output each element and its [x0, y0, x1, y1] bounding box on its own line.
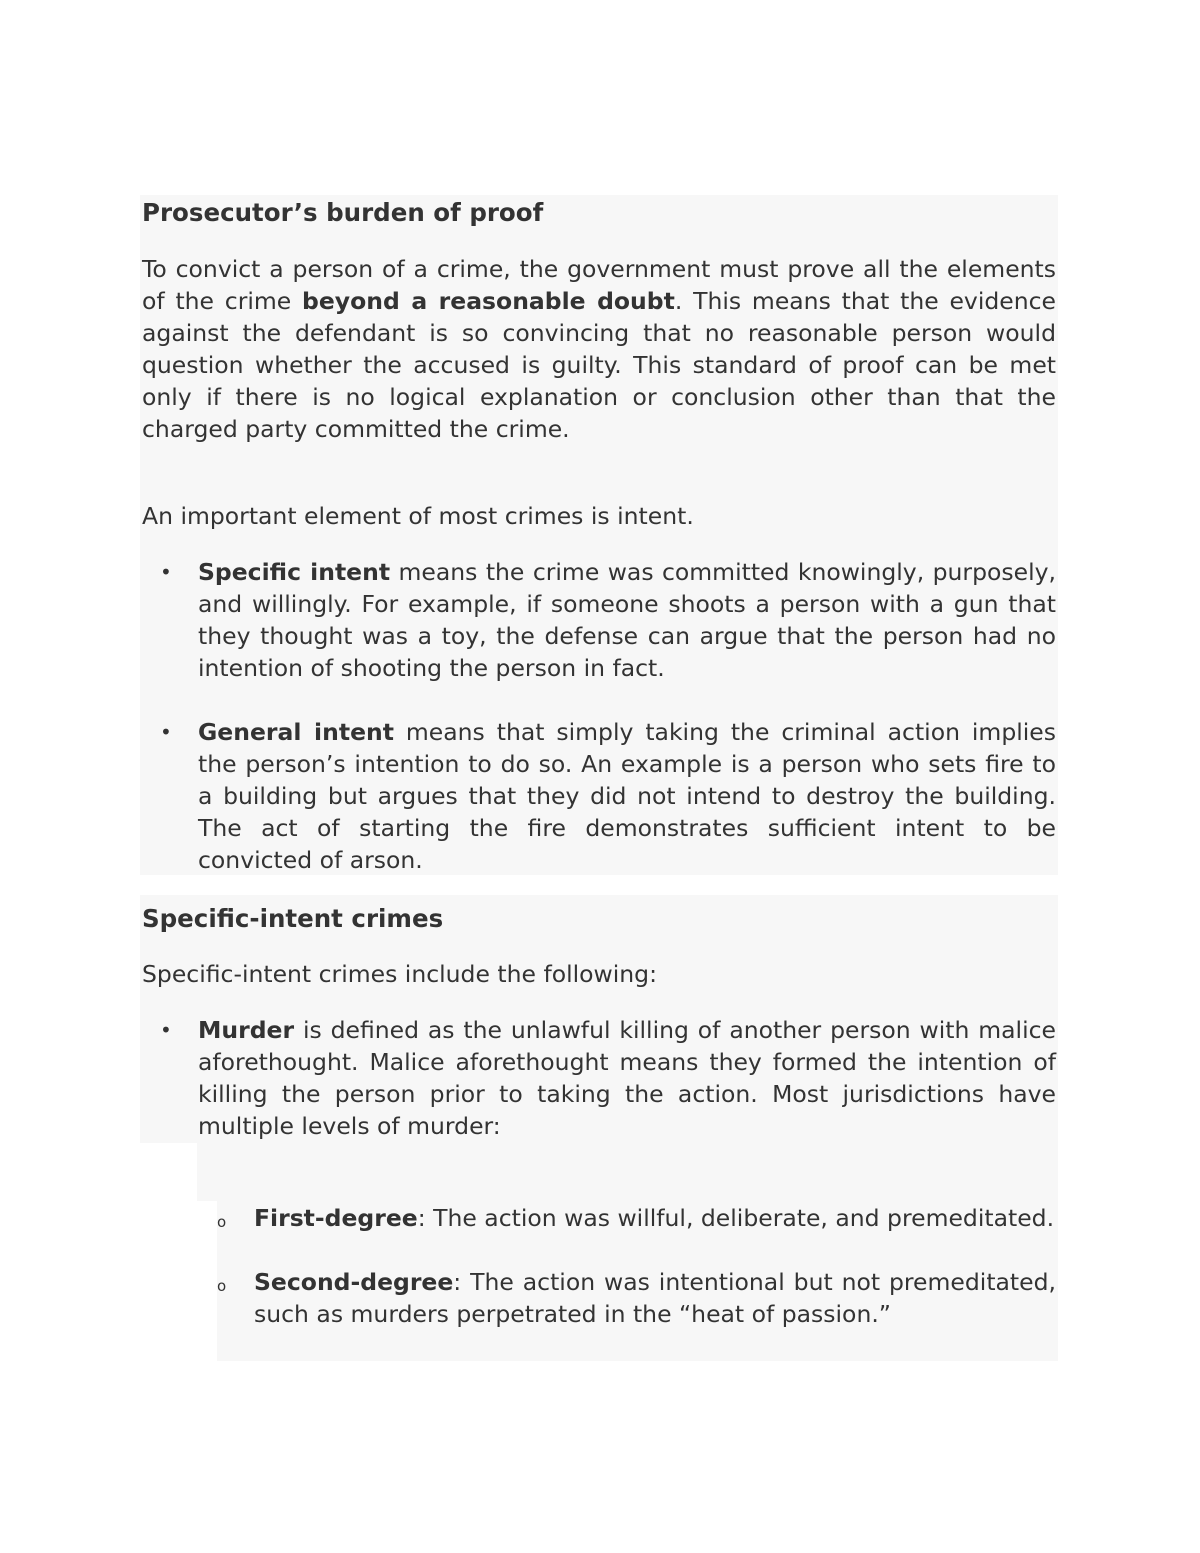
paragraph-intent: An important element of most crimes is intent.	[142, 502, 694, 530]
sub-list-item-first-degree	[254, 1202, 1056, 1234]
bullet-icon: •	[160, 560, 172, 584]
paragraph-burden	[142, 253, 1056, 445]
sub-list-item-bold: First-degree	[254, 1204, 418, 1232]
sub-list-item-text: : The action was intentional but not premeditated, such as murders perpetrated in the “heat of passion.”	[254, 1268, 1056, 1328]
section-heading-specific-intent-crimes: Specific-intent crimes	[142, 904, 444, 933]
list-item-bold: Specific intent	[198, 558, 391, 586]
bullet-icon: •	[160, 1018, 172, 1042]
paragraph-burden-text-1: To convict a person of a crime, the government must prove all the elements of the crime	[142, 255, 1056, 315]
sub-bullet-icon: o	[217, 1277, 227, 1295]
bullet-icon: •	[160, 720, 172, 744]
paragraph-burden-bold: beyond a reasonable doubt	[302, 287, 675, 315]
section-heading-burden-of-proof: Prosecutor’s burden of proof	[142, 198, 544, 227]
list-item-specific-intent	[198, 556, 1056, 684]
list-item-text: is defined as the unlawful killing of another person with malice aforethought. Malice aforethought means they formed the intention of killing the person prior to taking the action. Most jurisdictions have multiple levels of murder:	[198, 1016, 1056, 1140]
sub-bullet-icon: o	[217, 1213, 227, 1231]
sub-list-item-text: : The action was willful, deliberate, and premeditated.	[417, 1204, 1055, 1232]
list-item-text: means that simply taking the criminal action implies the person’s intention to do so. An example is a person who sets fire to a building but argues that they did not intend to destroy the building. The act of starting the fire demonstrates sufficient intent to be convicted of arson.	[198, 718, 1056, 874]
sub-list-item-bold: Second-degree	[254, 1268, 454, 1296]
paragraph-burden-text-2: . This means that the evidence against the defendant is so convincing that no reasonable person would question whether the accused is guilty. This standard of proof can be met only if there is no logical explanation or conclusion other than that the charged party committed the crime.	[142, 287, 1057, 443]
paragraph-specific-intent-intro: Specific-intent crimes include the following:	[142, 960, 658, 988]
list-item-general-intent	[198, 716, 1056, 876]
list-item-bold: Murder	[198, 1016, 295, 1044]
sub-list-item-second-degree	[254, 1266, 1056, 1330]
list-item-text: means the crime was committed knowingly, purposely, and willingly. For example, if someone shoots a person with a gun that they thought was a toy, the defense can argue that the person had no intention of shooting the person in fact.	[198, 558, 1056, 682]
list-item-bold: General intent	[198, 718, 394, 746]
shade-block-3	[197, 1143, 1058, 1201]
list-item-murder	[198, 1014, 1056, 1142]
